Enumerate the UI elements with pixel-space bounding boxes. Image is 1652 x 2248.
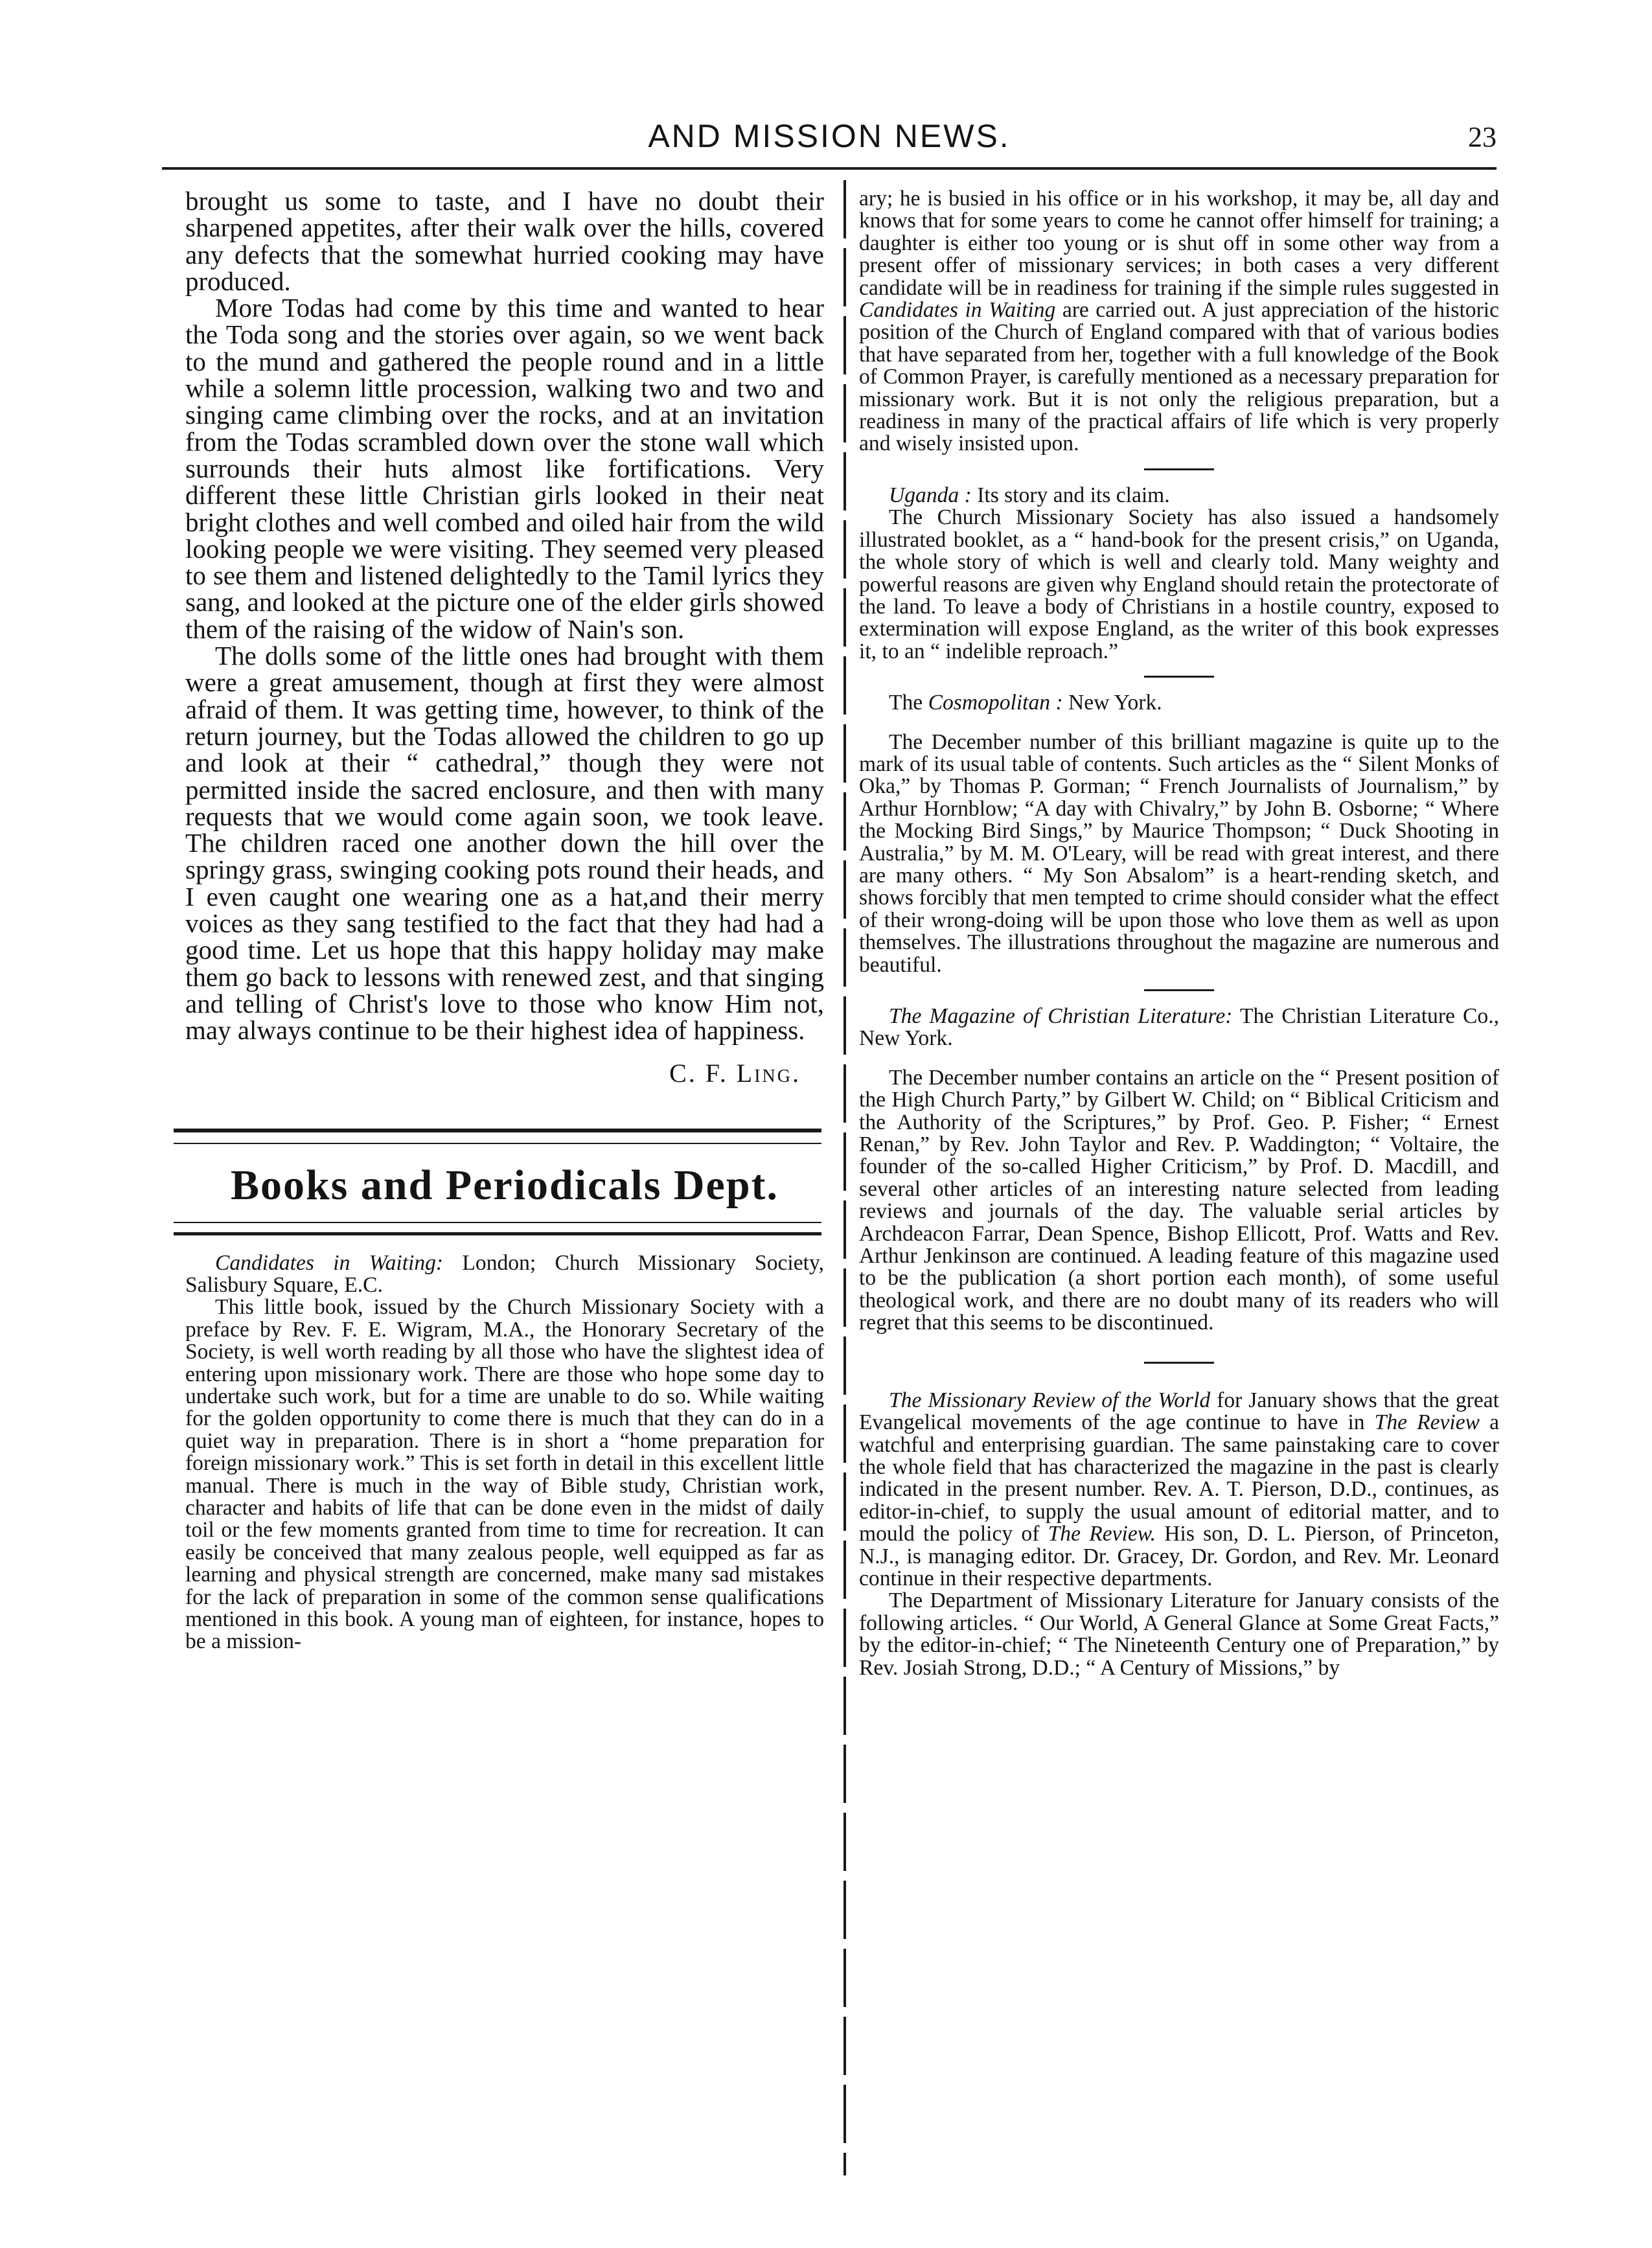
article-paragraph: More Todas had come by this time and wanted to hear the Toda song and the stories over again, so we went back to the mund and gathered the people round and in a little while a solemn little procession, walking two and two and singing came climbing over the rocks, and at an invitation from the Todas scrambled down over the stone wall which surrounds their huts almost like fortifications. Very different these little Christian girls looked in their neat bright clothes and well combed and oiled hair from the wild looking people we were visiting. They seemed very pleased to see them and listened delightedly to the Tamil lyrics they sang, and looked at the picture one of the elder girls showed them of the raising of the widow of Nain's son. bbox=[185, 293, 824, 644]
review-text: for January shows that the great Evangelical movements of the age continue to have in bbox=[859, 1388, 1499, 1435]
page-header bbox=[162, 117, 1497, 162]
title-prefix: The bbox=[889, 691, 923, 715]
department-title: Books and Periodicals Dept. bbox=[230, 1161, 779, 1209]
review-body: The December number contains an article on the “ Present position of the High Church Party,” by Gilbert W. Child; on “ Biblical Criticism and the Authority of the Scriptures,” by Prof. Geo. P. Fisher; “ Ernest Renan,” by Rev. John Taylor and Rev. P. Waddington; “ Voltaire, the founder of the so-called Higher Criticism,” by Prof. D. Macdill, and several other articles of an interesting nature selected from leading reviews and journals of the day. The valuable serial articles by Archdeacon Farrar, Dean Spence, Bishop Ellicott, Prof. Watts and Rev. Arthur Jenkinson are continued. A leading feature of this magazine used to be the publication (a short portion each month), of some useful theological work, and there are no doubt many of its readers who will regret that this seems to be discontinued. bbox=[859, 1065, 1499, 1335]
review-candidates-in-waiting bbox=[185, 1252, 824, 1653]
magazine-title: The Missionary Review of the World bbox=[889, 1388, 1211, 1412]
article-paragraph: brought us some to taste, and I have no doubt their sharpened appetites, after their walk over the hills, covered any defects that the somewhat hurried cooking may have produced. bbox=[185, 186, 824, 296]
header-rule bbox=[162, 167, 1497, 170]
magazine-title: Cosmopolitan : bbox=[928, 691, 1063, 715]
article-paragraph: The dolls some of the little ones had brought with them were a great amusement, though at first they were almost afraid of them. It was getting time, however, to think of the return journey, but the Todas allowed the children to go up and look at their “ cathedral,” though they were not permitted inside the sacred enclosure, and then with many requests that we would come again soon, we took leave. The children raced one another down the hill over the springy grass, swinging cooking pots round their heads, and I even caught one wearing one as a hat,and their merry voices as they sang testified to the fact that they had had a good time. Let us hope that this happy holiday may make them go back to lessons with renewed zest, and that singing and telling of Christ's love to those who know Him not, may always continue to be their highest idea of happiness. bbox=[185, 641, 824, 1046]
publisher: The Christian Literature Co., New York. bbox=[859, 1004, 1500, 1051]
book-title: Candidates in Waiting: bbox=[215, 1250, 444, 1275]
review-text: are carried out. A just appreciation of the historic position of the Church of England compared with that of various bodies that have separated from her, together with a full knowledge of the Book of Common Prayer, is carefully mentioned as a necessary preparation for missionary work. But it is not only the religious preparation, but a readiness in many of the practical affairs of life which is very properly and wisely insisted upon. bbox=[859, 298, 1499, 456]
review-body-continued bbox=[859, 188, 1499, 455]
review-text: ary; he is busied in his office or in his workshop, it may be, all day and knows that for some years to come he cannot offer himself for training; a daughter is either too young or is shut off in some other way from a present offer of missionary services; in both cases a very different candidate will be in readiness for training if the simple rules suggested in bbox=[859, 187, 1499, 300]
review-body: The Department of Missionary Literature for January consists of the following articles. “ Our World, A General Glance at Some Great Facts,” by the editor-in-chief; “ The Nineteenth Century one of Preparation,” by Rev. Josiah Strong, D.D.; “ A Century of Missions,” by bbox=[859, 1589, 1499, 1680]
department-rule-top bbox=[174, 1129, 821, 1144]
review-heading bbox=[859, 485, 1499, 507]
book-title: Uganda : bbox=[889, 483, 972, 507]
right-column bbox=[859, 188, 1499, 1679]
publisher: New York. bbox=[1068, 691, 1162, 715]
review-heading bbox=[185, 1252, 824, 1297]
page-number: 23 bbox=[1468, 121, 1497, 153]
section-rule bbox=[1144, 676, 1214, 678]
review-heading bbox=[859, 1005, 1499, 1050]
section-rule bbox=[1144, 468, 1214, 470]
book-subtitle: Its story and its claim. bbox=[977, 483, 1170, 507]
review-body: The December number of this brilliant magazine is quite up to the mark of its usual table of contents. Such articles as the “ Silent Monks of Oka,” by Thomas P. Gorman; “ French Journalists of Journalism,” by Arthur Hornblow; “A day with Chivalry,” by John B. Osborne; “ Where the Mocking Bird Sings,” by Maurice Thompson; “ Duck Shooting in Australia,” by M. M. O'Leary, will be read with great interest, and there are many others. “ My Son Absalom” is a heart-rending sketch, and shows forcibly that men tempted to crime should consider what the effect of their wrong-doing will be upon those who love them as well as upon themselves. The illustrations throughout the magazine are numerous and beautiful. bbox=[859, 729, 1499, 977]
review-body: This little book, issued by the Church Missionary Society with a preface by Rev. F. E. Wigram, M.A., the Honorary Secretary of the Society, is well worth reading by all those who have the slightest idea of entering upon missionary work. There are those who hope some day to undertake such work, but for a time are unable to do so. While waiting for the golden opportunity to come there is much that they can do in a quiet way in preparation. There is in short a “home preparation for foreign missionary work.” This is set forth in detail in this excellent little manual. There is much in the way of Bible study, Christian work, character and habits of life that can be done even in the midst of daily toil or the few moments granted from time to time for recreation. It can easily be conceived that many zealous people, well equipped as far as learning and physical strength are concerned, make many sad mistakes for the lack of preparation in some of the common sense qualifications mentioned in this book. A young man of eighteen, for instance, hopes to be a mission- bbox=[185, 1295, 824, 1654]
left-column bbox=[185, 188, 824, 1653]
review-text: a watchful and enterprising guardian. The same painstaking care to cover the whole field that has characterized the magazine in the past is clearly indicated in the present number. Rev. A. T. Pierson, D.D., continues, as editor-in-chief, to supply the usual amount of editorial matter, and to mould the policy of bbox=[859, 1410, 1499, 1546]
magazine-title-reference: The Review bbox=[1374, 1410, 1480, 1435]
review-body bbox=[859, 1390, 1499, 1590]
review-body: The Church Missionary Society has also issued a handsomely illustrated booklet, as a “ hand-book for the present crisis,” on Uganda, the whole story of which is well and clearly told. Many weighty and powerful reasons are given why England should retain the protectorate of the land. To leave a body of Christians in a hostile country, exposed to extermination will expose England, as the writer of this book expresses it, to an “ indelible reproach.” bbox=[859, 505, 1499, 663]
magazine-title-reference: The Review. bbox=[1048, 1522, 1156, 1546]
article-continuation bbox=[185, 188, 824, 1044]
magazine-title: The Magazine of Christian Literature: bbox=[889, 1004, 1233, 1028]
section-rule bbox=[1144, 989, 1214, 991]
review-heading bbox=[859, 692, 1499, 714]
running-title: AND MISSION NEWS. bbox=[648, 118, 1011, 154]
department-rule-bottom bbox=[174, 1222, 821, 1235]
publisher: London; Church Missionary Society, Salisbury Square, E.C. bbox=[185, 1250, 824, 1297]
column-divider bbox=[843, 180, 846, 2175]
section-rule bbox=[1144, 1362, 1214, 1364]
author-signature: C. F. Ling. bbox=[669, 1058, 801, 1088]
book-title-reference: Candidates in Waiting bbox=[859, 298, 1056, 323]
review-text: His son, D. L. Pierson, of Princeton, N.J., is managing editor. Dr. Gracey, Dr. Gordon, and Rev. Mr. Leonard continue in their respective departments. bbox=[859, 1522, 1499, 1590]
